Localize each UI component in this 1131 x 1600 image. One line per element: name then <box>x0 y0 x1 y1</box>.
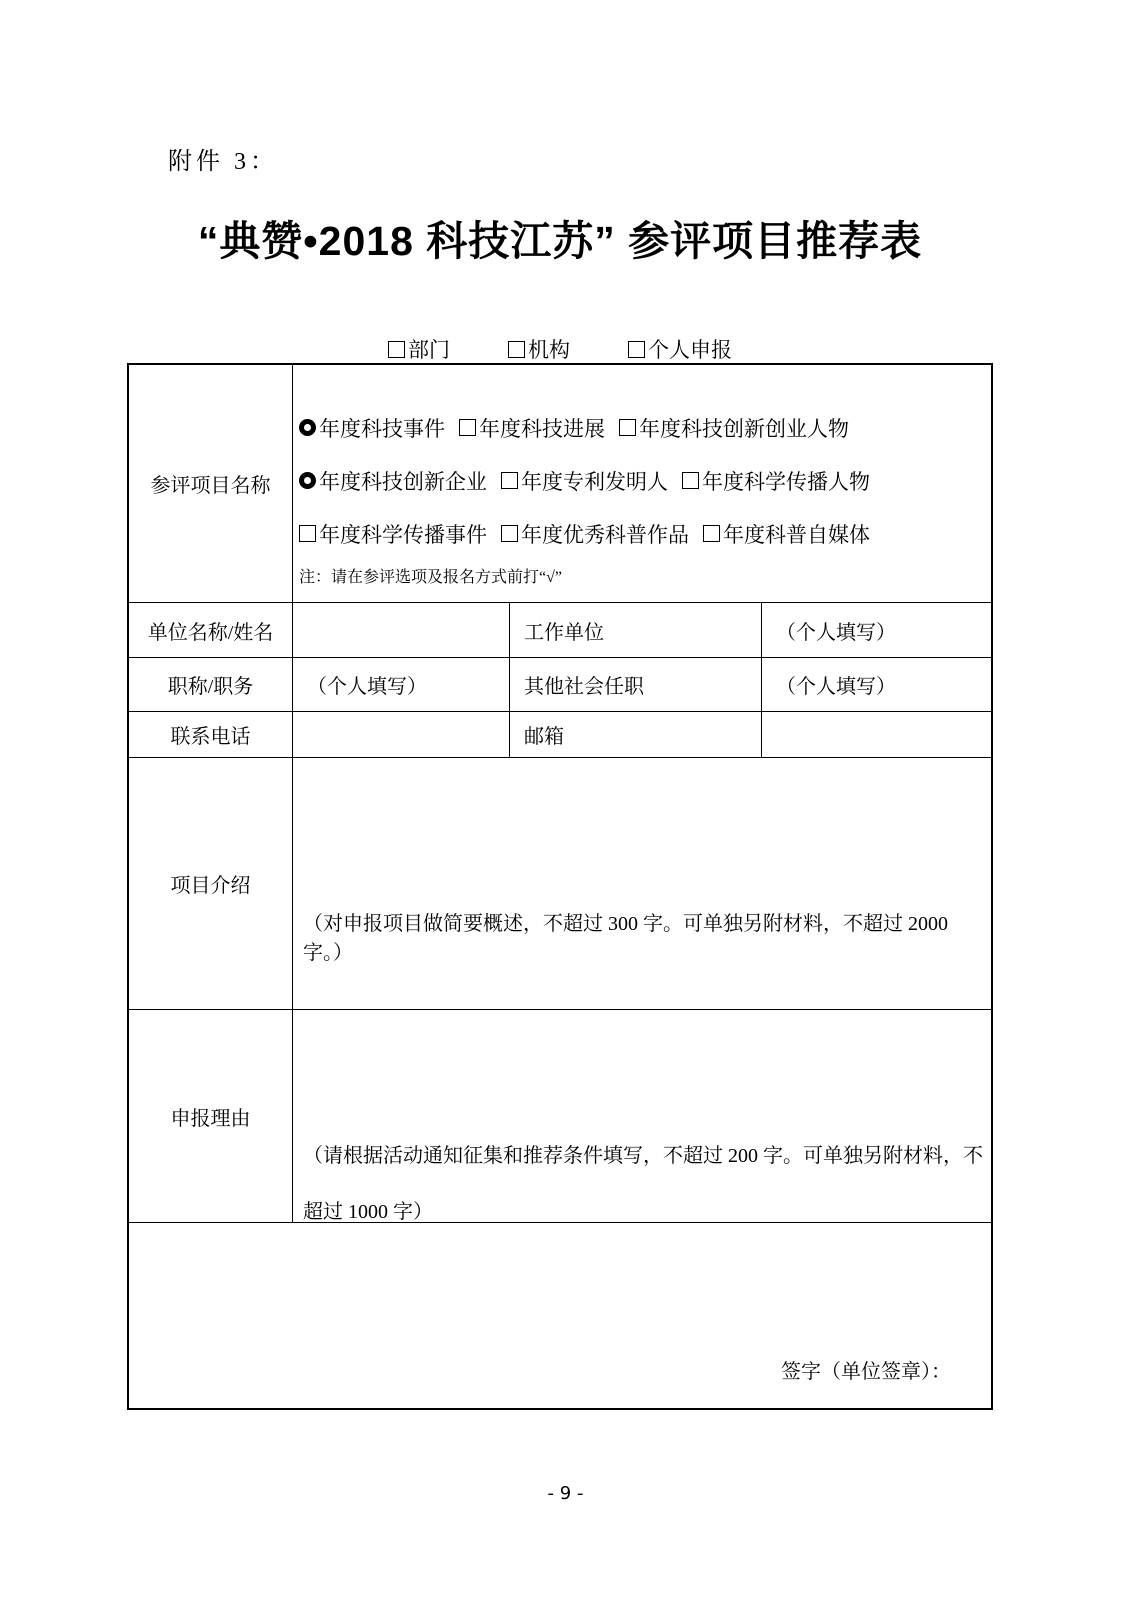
checkbox-icon[interactable] <box>703 525 720 542</box>
row-label-unit-name: 单位名称/姓名 <box>129 603 293 657</box>
category-option <box>459 413 605 443</box>
other-social-post-label-cell: 其他社会任职 <box>510 658 762 711</box>
category-option-label: 年度科技事件 <box>319 416 445 441</box>
table-row-contact <box>129 712 991 758</box>
category-option <box>682 466 870 496</box>
category-option-label: 年度科学传播人物 <box>702 469 870 494</box>
checkbox-icon[interactable] <box>501 472 518 489</box>
table-row-project-name <box>129 365 991 603</box>
table-row-project-intro <box>129 758 991 1010</box>
category-note: 注：请在参评选项及报名方式前打“√” <box>299 569 562 586</box>
category-line-3 <box>299 507 983 560</box>
signature-cell[interactable] <box>129 1223 991 1408</box>
category-option-label: 年度科技创新创业人物 <box>639 416 849 441</box>
reason-hint: （请根据活动通知征集和推荐条件填写，不超过 200 字。可单独另附材料，不超过 1000 字） <box>303 1145 983 1223</box>
work-unit-label-cell: 工作单位 <box>510 603 762 657</box>
page-title: “典赞•2018 科技江苏” 参评项目推荐表 <box>197 218 923 264</box>
category-option <box>703 519 870 549</box>
table-row-signature <box>129 1223 991 1408</box>
category-line-2 <box>299 454 983 507</box>
unit-name-input-cell[interactable] <box>293 603 510 657</box>
phone-input-cell[interactable] <box>293 712 510 757</box>
filing-type-options <box>127 334 993 364</box>
filing-option-label: 机构 <box>528 338 570 362</box>
checkbox-icon[interactable] <box>501 525 518 542</box>
category-option-label: 年度科学传播事件 <box>319 522 487 547</box>
category-option-label: 年度科技创新企业 <box>319 469 487 494</box>
table-row-unit-name <box>129 603 991 658</box>
category-option <box>501 466 668 496</box>
project-category-options <box>293 365 991 602</box>
checkbox-icon[interactable] <box>299 525 316 542</box>
checkbox-icon[interactable] <box>508 341 525 358</box>
recommendation-form-table <box>127 363 993 1410</box>
category-line-1 <box>299 401 983 454</box>
checkbox-icon[interactable] <box>628 341 645 358</box>
row-label-phone: 联系电话 <box>129 712 293 757</box>
category-option-label: 年度优秀科普作品 <box>521 522 689 547</box>
checkbox-icon[interactable] <box>388 341 405 358</box>
table-row-reason <box>129 1010 991 1223</box>
checkbox-icon[interactable] <box>459 419 476 436</box>
radio-checked-icon[interactable] <box>299 472 316 489</box>
filing-option-label: 部门 <box>408 338 450 362</box>
signature-label: 签字（单位签章）： <box>781 1361 951 1383</box>
table-row-title-duty <box>129 658 991 712</box>
project-intro-hint: （对申报项目做简要概述，不超过 300 字。可单独另附材料，不超过 2000 字。） <box>303 913 948 964</box>
other-social-post-input-cell[interactable]: （个人填写） <box>776 676 896 698</box>
filing-option-individual <box>628 334 732 364</box>
category-option <box>299 519 487 549</box>
filing-option-institution <box>508 334 570 364</box>
reason-input-cell[interactable] <box>293 1010 991 1222</box>
email-label-cell: 邮箱 <box>510 712 762 757</box>
checkbox-icon[interactable] <box>619 419 636 436</box>
attachment-label: 附件 3： <box>168 149 278 175</box>
email-input-cell[interactable] <box>762 712 991 757</box>
row-label-project-intro: 项目介绍 <box>129 758 293 1009</box>
category-option <box>619 413 849 443</box>
category-option <box>299 466 487 496</box>
title-duty-input-cell[interactable]: （个人填写） <box>293 658 510 711</box>
page-number: - 9 - <box>547 1483 584 1504</box>
row-label-reason: 申报理由 <box>129 1010 293 1222</box>
category-option <box>501 519 689 549</box>
radio-checked-icon[interactable] <box>299 419 316 436</box>
project-intro-input-cell[interactable] <box>293 758 991 1009</box>
row-label-title-duty: 职称/职务 <box>129 658 293 711</box>
category-option <box>299 413 445 443</box>
filing-option-label: 个人申报 <box>648 338 732 362</box>
category-option-label: 年度科技进展 <box>479 416 605 441</box>
category-option-label: 年度专利发明人 <box>521 469 668 494</box>
category-option-label: 年度科普自媒体 <box>723 522 870 547</box>
row-label-project-name: 参评项目名称 <box>129 365 293 602</box>
filing-option-department <box>388 334 450 364</box>
work-unit-input-cell[interactable]: （个人填写） <box>776 621 896 644</box>
checkbox-icon[interactable] <box>682 472 699 489</box>
